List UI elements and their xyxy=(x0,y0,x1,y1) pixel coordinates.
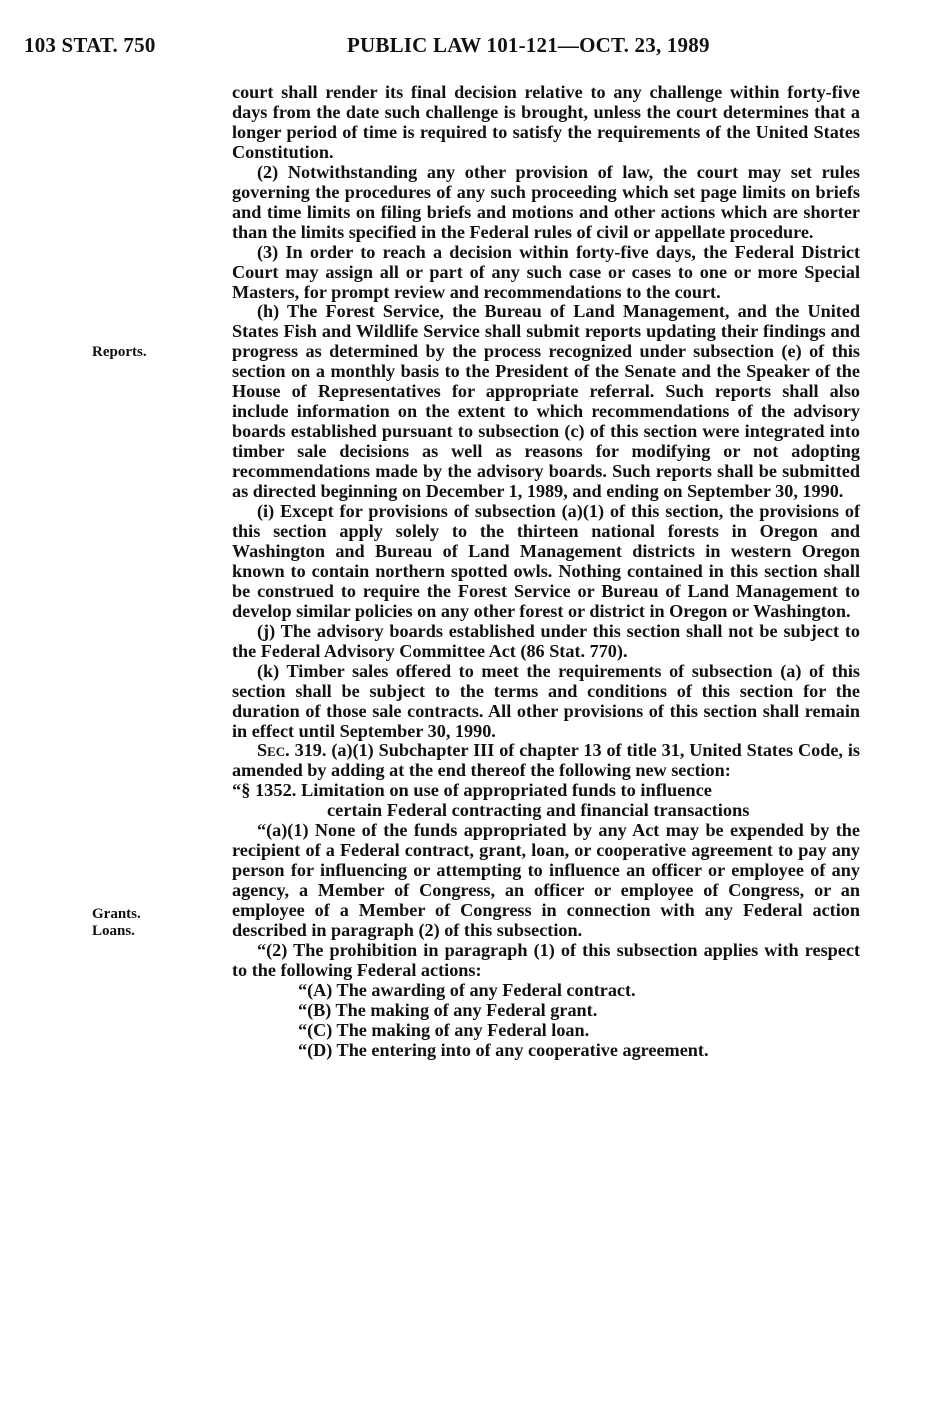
margin-note-loans: Loans. xyxy=(92,923,135,939)
paragraph-i: (i) Except for provisions of subsection (a)(1) of this section, the provisions of this section apply solely to the thirteen national forests in Oregon and Washington and Bureau of Land Management districts in western Oregon known to contain northern spotted owls. Nothing contained in this section shall be construed to require the Forest Service or Bureau of Land Management to develop similar policies on any other forest or district in Oregon or Washington. xyxy=(232,501,860,621)
list-item-B: “(B) The making of any Federal grant. xyxy=(298,999,598,1020)
paragraph-sec-319 xyxy=(232,741,860,781)
margin-note-grants: Grants. xyxy=(92,906,141,922)
paragraph-j: (j) The advisory boards established under this section shall not be subject to the Federal Advisory Committee Act (86 Stat. 770). xyxy=(232,620,860,661)
heading-line-2: certain Federal contracting and financial transactions xyxy=(327,800,750,821)
heading-line-1: “§ 1352. Limitation on use of appropriated funds to influence xyxy=(232,780,712,801)
paragraph-a1: “(a)(1) None of the funds appropriated by any Act may be expended by the recipient of a Federal contract, grant, loan, or cooperative agreement to pay any person for influencing or attempting to influence an officer or employee of any agency, a Member of Congress, an officer or employee of Congress, or an employee of a Member of Congress in connection with any Federal action described in paragraph (2) of this subsection. xyxy=(232,820,860,941)
section-1352-heading xyxy=(232,781,860,821)
list-item-A: “(A) The awarding of any Federal contract. xyxy=(298,979,636,1000)
paragraph-continuation: court shall render its final decision relative to any challenge within forty-five days from the date such challenge is brought, unless the court determines that a longer period of time is required to satisfy the requirements of the United States Constitution. xyxy=(232,82,860,162)
paragraph-g2: (2) Notwithstanding any other provision of law, the court may set rules governing the procedures of any such proceeding which set page limits on briefs and time limits on filing briefs and motions and other actions which are shorter than the limits specified in the Federal rules of civil or appellate procedure. xyxy=(232,161,860,242)
running-title: PUBLIC LAW 101-121—OCT. 23, 1989 xyxy=(347,33,710,57)
stat-page-number: 103 STAT. 750 xyxy=(24,33,156,57)
paragraph-a2: “(2) The prohibition in paragraph (1) of this subsection applies with respect to the following Federal actions: xyxy=(232,939,860,980)
paragraph-h: (h) The Forest Service, the Bureau of Land Management, and the United States Fish and Wildlife Service shall submit reports updating their findings and progress as determined by the process recognized under subsection (e) of this section on a monthly basis to the President of the Senate and the Speaker of the House of Representatives for appropriate referral. Such reports shall also include information on the extent to which recommendations of the advisory boards established pursuant to subsection (c) of this section were integrated into timber sale decisions as well as reasons for modifying or not adopting recommendations made by the advisory boards. Such reports shall be submitted as directed beginning on December 1, 1989, and ending on September 30, 1990. xyxy=(232,301,860,502)
sec-label: Sec. xyxy=(257,740,290,761)
sec-319-text: 319. (a)(1) Subchapter III of chapter 13 of title 31, United States Code, is amended by adding at the end thereof the following new section: xyxy=(232,740,860,781)
paragraph-g3: (3) In order to reach a decision within forty-five days, the Federal District Court may assign all or part of any such case or cases to one or more Special Masters, for prompt review and recommendations to the court. xyxy=(232,241,860,302)
paragraph-k: (k) Timber sales offered to meet the requirements of subsection (a) of this section shall be subject to the terms and conditions of this section for the duration of those sale contracts. All other provisions of this section shall remain in effect until September 30, 1990. xyxy=(232,660,860,741)
main-text-column xyxy=(232,83,860,1061)
list-item-C: “(C) The making of any Federal loan. xyxy=(298,1019,590,1040)
margin-note-reports: Reports. xyxy=(92,344,147,360)
list-item-D: “(D) The entering into of any cooperative agreement. xyxy=(298,1039,709,1060)
